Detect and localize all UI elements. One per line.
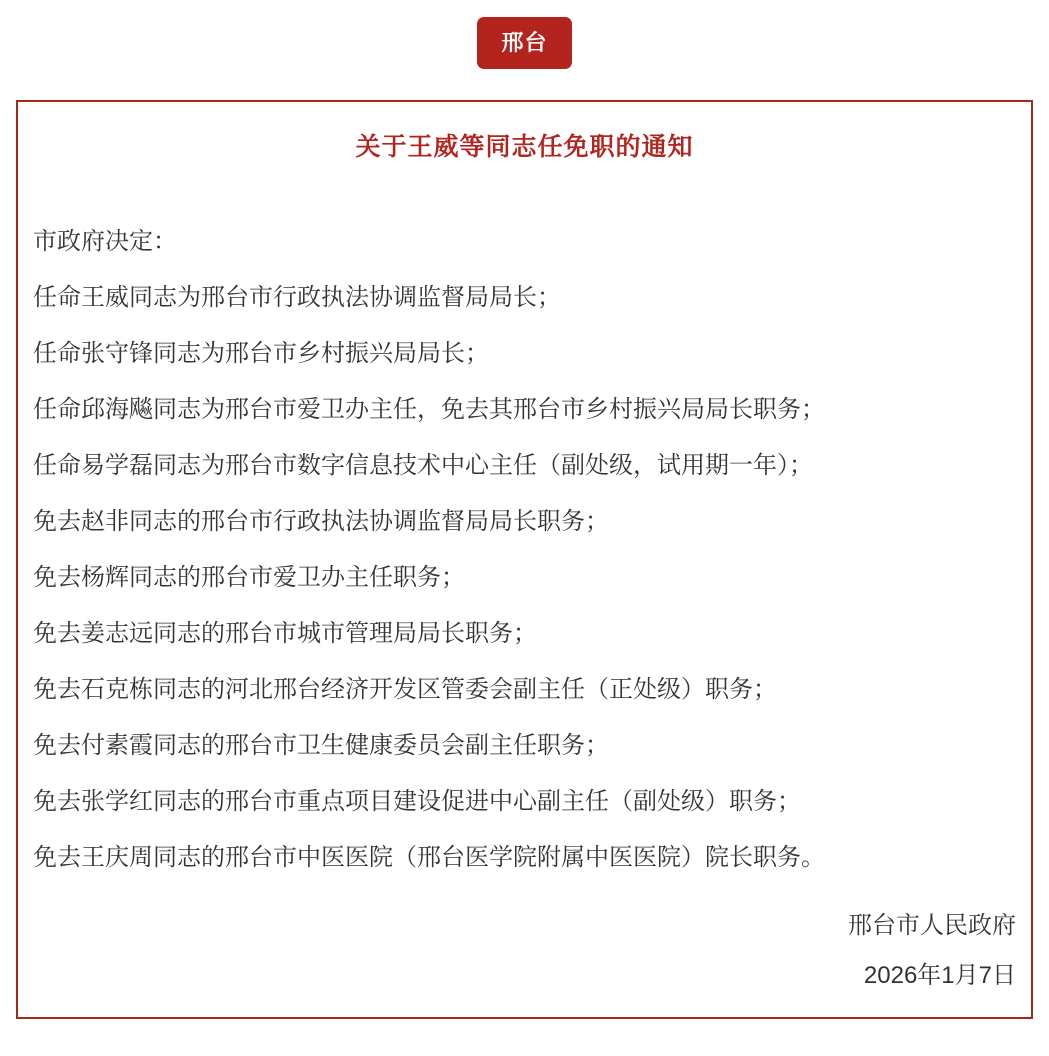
badge-container — [0, 0, 1049, 69]
notice-paragraph-removal-2: 免去杨辉同志的邢台市爱卫办主任职务； — [33, 564, 465, 591]
notice-title: 关于王威等同志任免职的通知 — [355, 133, 694, 161]
notice-paragraph-removal-4: 免去石克栋同志的河北邢台经济开发区管委会副主任（正处级）职务； — [33, 676, 777, 703]
notice-paragraph-appointment-3: 任命邱海飚同志为邢台市爱卫办主任，免去其邢台市乡村振兴局局长职务； — [33, 396, 825, 423]
city-badge: 邢台 — [477, 17, 571, 69]
notice-paragraph-removal-5: 免去付素霞同志的邢台市卫生健康委员会副主任职务； — [33, 732, 609, 759]
notice-date: 2026年1月7日 — [863, 962, 1016, 989]
issuer-signature: 邢台市人民政府 — [848, 912, 1016, 939]
notice-paragraph-appointment-1: 任命王威同志为邢台市行政执法协调监督局局长； — [33, 284, 561, 311]
notice-paragraph-removal-6: 免去张学红同志的邢台市重点项目建设促进中心副主任（副处级）职务； — [33, 788, 801, 815]
notice-paragraph-appointment-4: 任命易学磊同志为邢台市数字信息技术中心主任（副处级，试用期一年）； — [33, 452, 813, 479]
notice-paragraph-appointment-2: 任命张守锋同志为邢台市乡村振兴局局长； — [33, 340, 489, 367]
notice-paragraph-decision: 市政府决定： — [33, 228, 177, 255]
notice-paragraph-removal-7: 免去王庆周同志的邢台市中医医院（邢台医学院附属中医医院）院长职务。 — [33, 844, 825, 871]
notice-paragraph-removal-1: 免去赵非同志的邢台市行政执法协调监督局局长职务； — [33, 508, 609, 535]
notice-box — [16, 100, 1033, 1019]
notice-paragraph-removal-3: 免去姜志远同志的邢台市城市管理局局长职务； — [33, 620, 537, 647]
